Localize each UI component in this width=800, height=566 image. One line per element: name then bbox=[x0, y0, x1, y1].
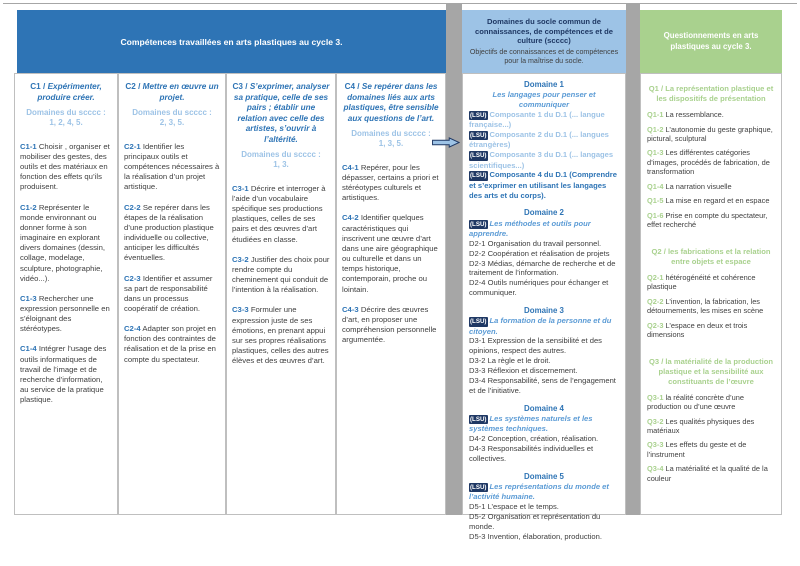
questionnement-item bbox=[647, 211, 775, 230]
competence-item bbox=[342, 163, 440, 204]
domaine-line-text: D5-2 Organisation et représentation du monde. bbox=[469, 511, 601, 531]
competence-item-text: Identifier quelques caractéristiques qui inscrivent une œuvre d’art dans une aire géographique ou culturelle et dans un temps historique, contemporain, proche ou lointain. bbox=[342, 213, 438, 294]
competence-item-code: C2-4 bbox=[124, 324, 141, 334]
competence-items bbox=[124, 142, 220, 365]
domaine-subtitle bbox=[469, 219, 619, 239]
domaine-line-text: D4-2 Conception, création, réalisation. bbox=[469, 434, 599, 444]
domaine-line bbox=[469, 249, 619, 259]
competence-item bbox=[20, 142, 112, 193]
domaine-line bbox=[469, 376, 619, 396]
questionnement-item-code: Q1-4 bbox=[647, 181, 664, 191]
competence-item-code: C1-4 bbox=[20, 344, 37, 354]
questionnement-item-code: Q1-1 bbox=[647, 110, 664, 120]
questionnement-item-text: La ressemblance. bbox=[665, 110, 724, 120]
competence-code: C1 / bbox=[30, 82, 46, 91]
questionnement-title: Q1 / La représentation plastique et les dispositifs de présentation bbox=[648, 84, 774, 104]
questionnement-item bbox=[647, 196, 775, 205]
domaines-scccc-values: 1, 3, 5. bbox=[378, 139, 404, 149]
questionnement-item-text: Prise en compte du spectateur, effet recherché bbox=[647, 210, 768, 230]
domaine-line-text: D5-3 Invention, élaboration, production. bbox=[469, 531, 602, 541]
questionnement-item-code: Q2-2 bbox=[647, 296, 664, 306]
domaine-line bbox=[469, 150, 619, 170]
domaine-line-text: D3-2 La règle et le droit. bbox=[469, 356, 551, 366]
competence-item-text: Repérer, pour les dépasser, certains a priori et stéréotypes culturels et artistiques. bbox=[342, 162, 439, 203]
questionnement-item bbox=[647, 464, 775, 483]
socle-header bbox=[462, 10, 626, 73]
questionnement-item bbox=[647, 182, 775, 191]
competence-code: C3 / bbox=[232, 82, 248, 91]
competence-item-code: C3-1 bbox=[232, 183, 249, 193]
domaine-heading: Domaine 3 bbox=[524, 306, 564, 316]
questionnement-item-code: Q1-3 bbox=[647, 148, 664, 158]
domaines-scccc-block bbox=[124, 108, 220, 129]
domaine-line bbox=[469, 336, 619, 356]
lsu-badge: (LSU) bbox=[470, 415, 487, 423]
lsu-badge: (LSU) bbox=[470, 132, 487, 140]
competence-column-title bbox=[232, 82, 330, 145]
questionnement-item-text: La mise en regard et en espace bbox=[665, 196, 770, 206]
domaines-scccc-label: Domaines du scccc : bbox=[351, 129, 431, 138]
competence-item bbox=[124, 142, 220, 193]
domaine-line-text: D2-3 Médias, démarche de recherche et de traitement de l’information. bbox=[469, 258, 616, 278]
domaine-line-text: Composante 3 du D.1 (... langages scientifiques...) bbox=[469, 150, 614, 170]
questionnement-item-code: Q2-3 bbox=[647, 320, 664, 330]
domaine-line bbox=[469, 110, 619, 130]
competence-item bbox=[342, 213, 440, 294]
socle-header-title: Domaines du socle commun de connaissances, de compétences et de culture (scccc) bbox=[474, 17, 613, 46]
lsu-badge: (LSU) bbox=[470, 220, 487, 228]
competence-title-text: Expérimenter, produire créer. bbox=[37, 82, 102, 102]
domaine-line bbox=[469, 259, 619, 279]
domaine-line bbox=[469, 444, 619, 464]
competence-item bbox=[124, 274, 220, 315]
competence-item bbox=[232, 305, 330, 366]
questionnement-item-text: hétérogénéité et cohérence plastique bbox=[647, 272, 756, 292]
domaine-heading: Domaine 2 bbox=[524, 208, 564, 218]
competence-item-text: Intégrer l’usage des outils informatiques de travail de l’image et de recherche d’information, au service de la pratique plastique. bbox=[20, 344, 107, 405]
domaine-subtitle-text: Les représentations du monde et l’activité humaine. bbox=[469, 481, 609, 502]
competences-header bbox=[17, 10, 446, 73]
questionnement-item-code: Q3-3 bbox=[647, 440, 664, 450]
domaine-line-text: Composante 2 du D.1 (... langues étrangères) bbox=[469, 130, 609, 150]
competence-item-code: C4-3 bbox=[342, 304, 359, 314]
competence-item-text: Décrire et interroger à l’aide d’un vocabulaire spécifique ses productions plastiques, celles de ses pairs et des œuvres d’art étudiées en classe. bbox=[232, 183, 326, 244]
questionnement-item-code: Q2-1 bbox=[647, 272, 664, 282]
competence-title-text: S’exprimer, analyser sa pratique, celle de ses pairs ; établir une relation avec celle des artistes, s’ouvrir à l’altérité. bbox=[233, 82, 330, 144]
domaine-subtitle bbox=[469, 316, 619, 336]
lsu-badge: (LSU) bbox=[470, 172, 487, 180]
lsu-badge: (LSU) bbox=[470, 318, 487, 326]
domaines-scccc-block bbox=[342, 129, 440, 150]
domaine-line-text: Composante 1 du D.1 (... langue française...) bbox=[469, 109, 605, 130]
competence-column-c1 bbox=[14, 73, 118, 515]
right-arrow-icon bbox=[432, 137, 460, 148]
questionnement-title: Q2 / les fabrications et la relation entre objets et espace bbox=[651, 246, 771, 266]
table-top-border bbox=[3, 3, 797, 4]
questionnement-item bbox=[647, 273, 775, 292]
domaine-heading: Domaine 4 bbox=[524, 403, 564, 413]
competence-item-code: C1-3 bbox=[20, 293, 37, 303]
competence-column-c4 bbox=[336, 73, 446, 515]
domaine-line bbox=[469, 512, 619, 532]
socle-header-subtitle: Objectifs de connaissances et de compétences pour la maîtrise du socle. bbox=[469, 47, 619, 65]
competence-item-text: Décrire des œuvres d’art, en proposer une compréhension personnelle argumentée. bbox=[342, 304, 437, 345]
competence-code: C4 / bbox=[344, 82, 360, 91]
questionnement-item-code: Q1-6 bbox=[647, 210, 664, 220]
competence-item-code: C4-2 bbox=[342, 213, 359, 223]
competence-item-code: C2-1 bbox=[124, 141, 141, 151]
questionnement-item-code: Q3-2 bbox=[647, 416, 664, 426]
competence-item-text: Formuler une expression juste de ses émotions, en prenant appui sur ses propres réalisations plastiques, celles des autres élèves et des œuvres d’art. bbox=[232, 305, 329, 366]
domaine-line bbox=[469, 434, 619, 444]
competence-item-text: Représenter le monde environnant ou donner forme à son imaginaire en explorant divers domaines (dessin, collage, modelage, sculpture, photographie, vidéo...). bbox=[20, 202, 106, 283]
competence-item bbox=[232, 255, 330, 296]
domaine-subtitle-text: Les systèmes naturels et les systèmes techniques. bbox=[469, 413, 593, 434]
domaine-subtitle bbox=[469, 90, 619, 110]
competence-code: C2 / bbox=[125, 82, 141, 91]
competence-item bbox=[342, 305, 440, 346]
questionnement-item bbox=[647, 110, 775, 119]
questionnements-header bbox=[640, 10, 782, 73]
lsu-badge: (LSU) bbox=[470, 152, 487, 160]
competence-column-c2 bbox=[118, 73, 226, 515]
questionnement-item bbox=[647, 297, 775, 316]
domaines-column bbox=[462, 73, 626, 541]
domaine-heading: Domaine 1 bbox=[524, 80, 564, 89]
competence-title-text: Se repérer dans les domaines liés aux arts plastiques, être sensible aux questions de l’art. bbox=[343, 82, 439, 123]
questionnement-item-text: Les différentes catégories d’images, procédés de fabrication, de transformation bbox=[647, 148, 770, 177]
questionnement-title: Q3 / la matérialité de la production plastique et la sensibilité aux constituants de l’œuvre bbox=[648, 356, 774, 386]
questionnement-item-text: la réalité concrète d’une production ou d’une œuvre bbox=[647, 392, 744, 412]
domaine-line bbox=[469, 502, 619, 512]
competence-item bbox=[20, 203, 112, 284]
questionnement-item-text: L’espace en deux et trois dimensions bbox=[647, 320, 748, 340]
domaines-scccc-values: 1, 3. bbox=[273, 160, 289, 170]
questionnement-item bbox=[647, 321, 775, 340]
competence-item-text: Identifier les principaux outils et compétences nécessaires à la réalisation d’un projet artistique. bbox=[124, 141, 220, 192]
domaines-scccc-block bbox=[232, 150, 330, 171]
domaine-subtitle-text: Les langages pour penser et communiquer bbox=[492, 90, 596, 110]
competence-column-title bbox=[342, 82, 440, 124]
domaine-heading: Domaine 5 bbox=[524, 471, 564, 481]
competence-column-title bbox=[20, 82, 112, 103]
competence-item-text: Identifier et assumer sa part de responsabilité dans un processus coopératif de création. bbox=[124, 273, 213, 313]
competence-item-code: C3-2 bbox=[232, 254, 249, 264]
domaine-line-text: D3-3 Réflexion et discernement. bbox=[469, 366, 578, 376]
domaine-subtitle bbox=[469, 414, 619, 434]
competence-item-code: C2-2 bbox=[124, 202, 141, 212]
questionnement-item bbox=[647, 125, 775, 144]
domaine-line-text: D5-1 L’espace et le temps. bbox=[469, 502, 559, 512]
questionnement-item-code: Q1-5 bbox=[647, 196, 664, 206]
competence-item-code: C1-2 bbox=[20, 202, 37, 212]
competence-item bbox=[20, 294, 112, 335]
competence-item bbox=[232, 184, 330, 245]
competence-items bbox=[232, 184, 330, 367]
domaine-line bbox=[469, 356, 619, 366]
questionnement-item-text: L’autonomie du geste graphique, pictural, sculptural bbox=[647, 124, 773, 143]
questionnement-item-text: La matérialité et la qualité de la couleur bbox=[647, 464, 768, 483]
column-separator-right bbox=[626, 4, 640, 515]
domaine-subtitle-text: La formation de la personne et du citoyen. bbox=[469, 316, 612, 336]
questionnement-item-code: Q3-1 bbox=[647, 392, 664, 402]
competences-header-text: Compétences travaillées en arts plastiques au cycle 3. bbox=[120, 36, 343, 47]
competence-item bbox=[124, 203, 220, 264]
competence-item-text: Justifier des choix pour rendre compte du cheminement qui conduit de l’intention à la réalisation. bbox=[232, 254, 330, 295]
competence-item-text: Se repérer dans les étapes de la réalisation d’une production plastique individuelle ou collective, anticiper les difficultés éventuelles. bbox=[124, 202, 214, 263]
domaine-line-text: D3-4 Responsabilité, sens de l’engagement et de l’initiative. bbox=[469, 375, 616, 395]
domaine-line bbox=[469, 239, 619, 249]
questionnement-item bbox=[647, 393, 775, 412]
questionnement-item bbox=[647, 148, 775, 176]
domaine-line-text: D4-3 Responsabilités individuelles et collectives. bbox=[469, 443, 594, 463]
domaine-line-text: Composante 4 du D.1 (Comprendre et s’exprimer en utilisant les langages des arts et du corps). bbox=[469, 170, 617, 200]
domaine-line-text: D2-1 Organisation du travail personnel. bbox=[469, 238, 602, 248]
questionnement-item bbox=[647, 417, 775, 436]
domaines-scccc-values: 2, 3, 5. bbox=[159, 118, 185, 128]
questionnement-item-text: Les effets du geste et de l’instrument bbox=[647, 440, 747, 459]
competence-column-c3 bbox=[226, 73, 336, 515]
questionnement-item-code: Q1-2 bbox=[647, 124, 664, 134]
domaines-scccc-label: Domaines du scccc : bbox=[26, 108, 106, 117]
domaine-subtitle bbox=[469, 482, 619, 502]
competence-item-code: C1-1 bbox=[20, 141, 37, 151]
domaines-scccc-label: Domaines du scccc : bbox=[241, 150, 321, 159]
questionnement-item-text: La narration visuelle bbox=[665, 181, 732, 191]
competence-item-code: C4-1 bbox=[342, 162, 359, 172]
domaines-scccc-block bbox=[20, 108, 112, 129]
domaine-line-text: D2-4 Outils numériques pour échanger et communiquer. bbox=[469, 278, 609, 298]
lsu-badge: (LSU) bbox=[470, 483, 487, 491]
competence-items bbox=[20, 142, 112, 406]
competence-item-text: Adapter son projet en fonction des contraintes de réalisation et de la prise en compte du spectateur. bbox=[124, 324, 216, 364]
column-separator-left bbox=[446, 4, 462, 515]
domaine-line bbox=[469, 366, 619, 376]
domaine-line bbox=[469, 278, 619, 298]
competence-item bbox=[124, 324, 220, 365]
questionnements-column bbox=[640, 73, 782, 515]
questionnements-header-text: Questionnements en arts plastiques au cycle 3. bbox=[663, 30, 759, 51]
questionnement-item-text: L’invention, la fabrication, les détournements, les mises en scène bbox=[647, 296, 764, 316]
competence-item-text: Rechercher une expression personnelle en s’éloignant des stéréotypes. bbox=[20, 293, 110, 334]
competence-column-title bbox=[124, 82, 220, 103]
questionnement-item-text: Les qualités physiques des matériaux bbox=[647, 416, 755, 436]
lsu-badge: (LSU) bbox=[470, 111, 487, 119]
domaine-line-text: D3-1 Expression de la sensibilité et des opinions, respect des autres. bbox=[469, 336, 602, 356]
domaines-scccc-values: 1, 2, 4, 5. bbox=[49, 118, 83, 128]
competence-title-text: Mettre en œuvre un projet. bbox=[142, 82, 219, 102]
competence-item-code: C3-3 bbox=[232, 305, 249, 315]
questionnement-item-code: Q3-4 bbox=[647, 464, 664, 474]
domaine-line bbox=[469, 170, 619, 200]
competence-item-code: C2-3 bbox=[124, 273, 141, 283]
domaine-subtitle-text: Les méthodes et outils pour apprendre. bbox=[469, 218, 591, 239]
domaine-line bbox=[469, 532, 619, 542]
competence-items bbox=[342, 163, 440, 346]
domaine-line bbox=[469, 130, 619, 150]
domaines-scccc-label: Domaines du scccc : bbox=[132, 108, 212, 117]
competence-item-text: Choisir , organiser et mobiliser des gestes, des outils et des matériaux en fonction des effets qu’ils produisent. bbox=[20, 141, 110, 192]
competence-item bbox=[20, 344, 112, 405]
domaine-line-text: D2-2 Coopération et réalisation de projets bbox=[469, 248, 610, 258]
questionnement-item bbox=[647, 440, 775, 459]
